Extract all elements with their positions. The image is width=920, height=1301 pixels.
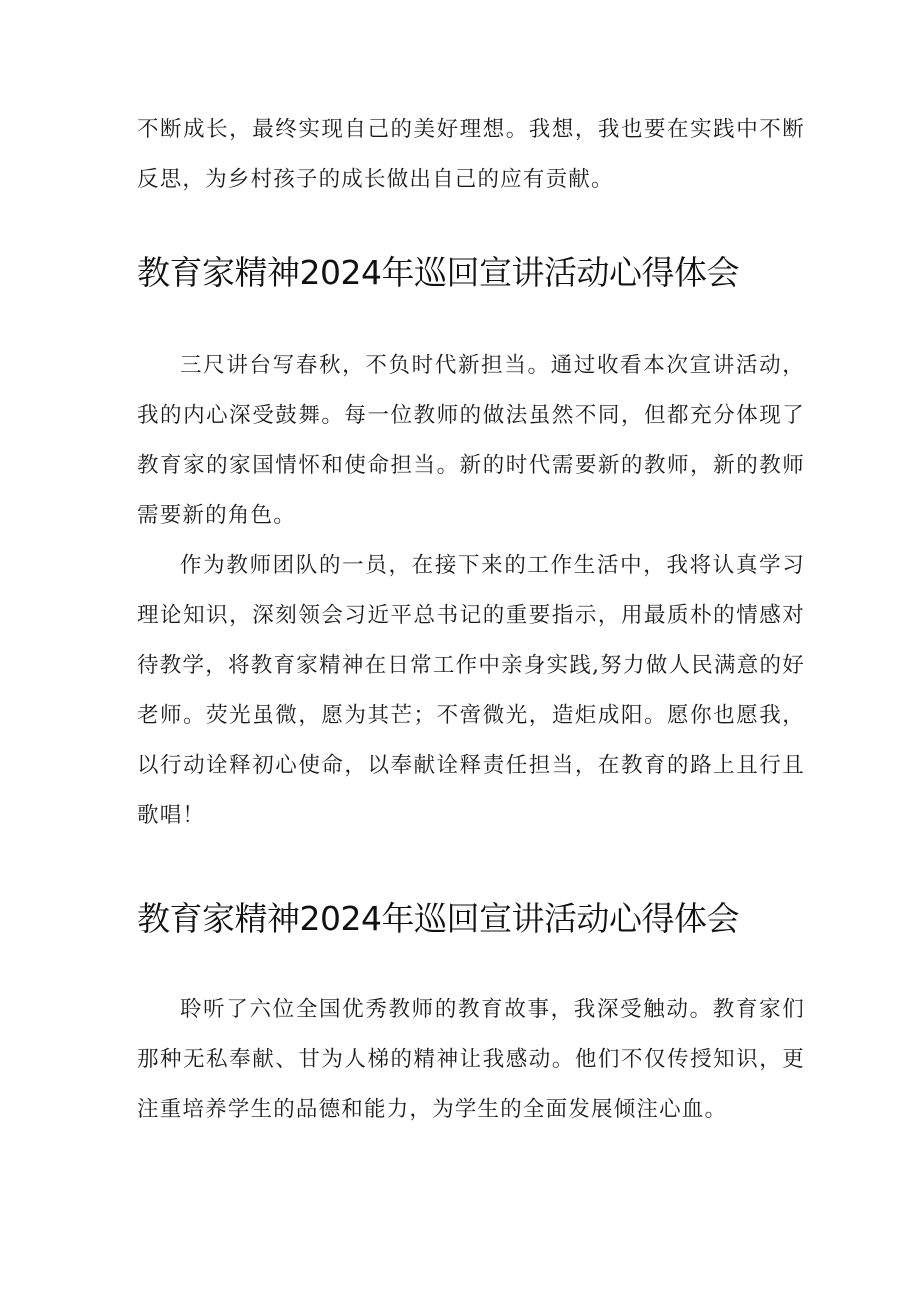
section-2-paragraph-1: 聆听了六位全国优秀教师的教育故事，我深受触动。教育家们那种无私奉献、甘为人梯的精神让我感动。他们不仅传授知识，更注重培养学生的品德和能力，为学生的全面发展倾注心血。 — [137, 997, 805, 1122]
continued-paragraph: 不断成长，最终实现自己的美好理想。我想，我也要在实践中不断反思，为乡村孩子的成长做出自己的应有贡献。 — [137, 117, 805, 192]
section-heading-2: 教育家精神2024年巡回宣讲活动心得体会 — [137, 899, 739, 938]
document-body — [137, 105, 805, 1135]
section-heading-1: 教育家精神2024年巡回宣讲活动心得体会 — [137, 253, 739, 292]
section-1-paragraph-2: 作为教师团队的一员，在接下来的工作生活中，我将认真学习理论知识，深刻领会习近平总书记的重要指示，用最质朴的情感对待教学，将教育家精神在日常工作中亲身实践,努力做人民满意的好老师。荧光虽微，愿为其芒；不啻微光，造炬成阳。愿你也愿我，以行动诠释初心使命，以奉献诠释责任担当，在教育的路上且行且歌唱！ — [137, 553, 805, 828]
section-1-paragraph-1: 三尺讲台写春秋，不负时代新担当。通过收看本次宣讲活动，我的内心深受鼓舞。每一位教师的做法虽然不同，但都充分体现了教育家的家国情怀和使命担当。新的时代需要新的教师，新的教师需要新的角色。 — [137, 353, 805, 528]
